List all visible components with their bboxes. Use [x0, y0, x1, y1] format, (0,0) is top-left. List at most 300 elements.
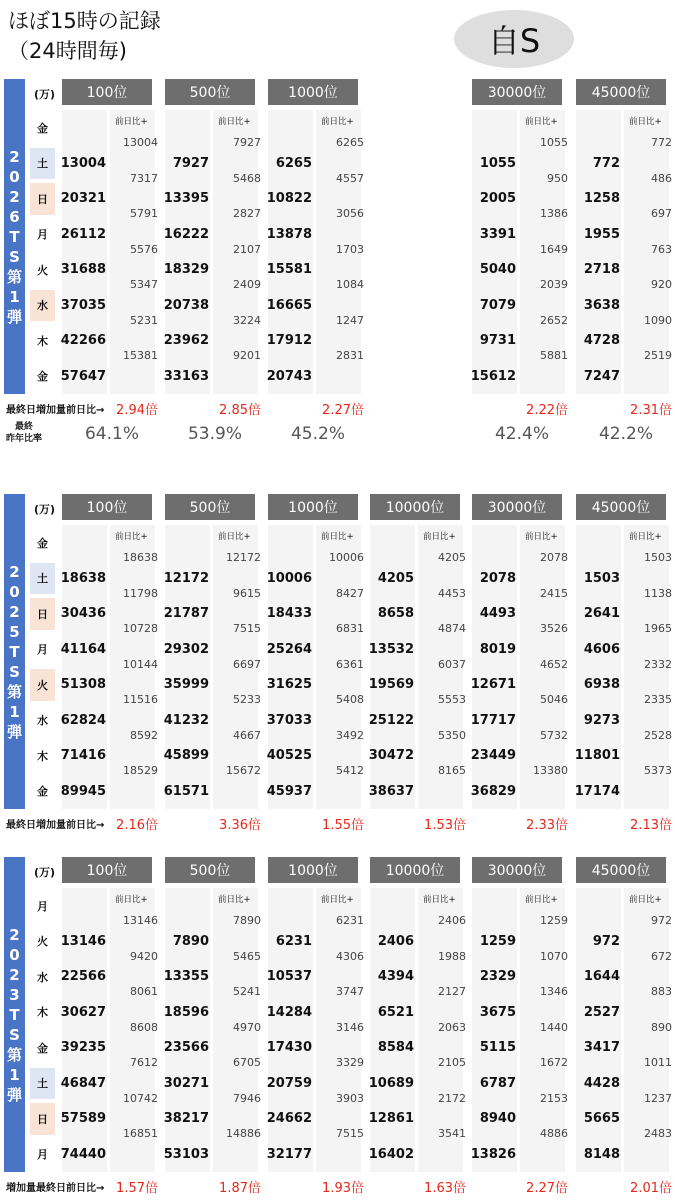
cell-diff: 2519	[644, 349, 672, 362]
diff-header: 前日比+	[321, 117, 354, 127]
cell-value: 13826	[470, 1146, 516, 1162]
cell-value: 1258	[583, 191, 620, 206]
cell-diff: 1237	[644, 1091, 672, 1105]
cell-value: 6521	[377, 1004, 414, 1020]
final-day-ratio: 2.27倍	[322, 403, 364, 418]
day-label: 火	[37, 263, 48, 277]
cell-value: 1259	[479, 933, 516, 949]
last-year-ratio: 42.4%	[494, 424, 549, 444]
cell-diff: 4886	[540, 1127, 568, 1140]
cell-diff: 8427	[336, 586, 364, 600]
cell-value: 3638	[583, 297, 620, 313]
cell-value: 2527	[583, 1004, 620, 1020]
cell-value: 57589	[60, 1111, 106, 1126]
cell-value: 24662	[266, 1111, 312, 1126]
last-year-ratio: 45.2%	[290, 424, 345, 444]
cell-diff: 13380	[533, 764, 568, 777]
cell-value: 13878	[266, 226, 312, 242]
cell-diff: 6037	[438, 657, 466, 671]
day-label: 日	[30, 598, 55, 630]
cell-value: 17912	[266, 333, 312, 348]
diff-header: 前日比+	[525, 532, 558, 542]
cell-diff: 2483	[644, 1127, 672, 1140]
cell-diff: 16851	[123, 1127, 158, 1140]
day-label: 土	[30, 1068, 55, 1100]
last-year-ratio: 53.9%	[187, 424, 242, 444]
cell-value: 23962	[163, 333, 209, 348]
cell-value: 18433	[266, 606, 312, 621]
cell-diff: 4652	[540, 657, 568, 671]
day-label: 木	[37, 1006, 48, 1020]
cell-value: 57647	[60, 368, 106, 384]
day-label: 日	[30, 1103, 55, 1135]
day-label: 土	[30, 148, 55, 180]
cell-value: 62824	[60, 712, 106, 728]
cell-value: 12671	[470, 677, 516, 692]
cell-diff: 10144	[123, 657, 158, 671]
cell-value: 2641	[583, 606, 620, 621]
cell-value: 8940	[479, 1111, 516, 1126]
cell-diff: 697	[651, 207, 672, 220]
day-label: 金	[37, 785, 48, 799]
cell-diff: 7927	[233, 136, 261, 149]
value-column	[370, 888, 415, 1172]
page-title	[8, 6, 161, 66]
value-column	[268, 110, 313, 394]
diff-header: 前日比+	[218, 117, 251, 127]
value-column	[268, 888, 313, 1172]
value-column	[165, 525, 210, 809]
last-year-ratio: 42.2%	[598, 424, 653, 444]
cell-value: 16222	[163, 226, 209, 242]
cell-diff: 13146	[123, 914, 158, 927]
cell-value: 18638	[60, 570, 106, 586]
cell-diff: 1070	[540, 949, 568, 963]
diff-header: 前日比+	[629, 532, 662, 542]
cell-value: 32177	[266, 1146, 312, 1162]
final-day-ratio: 2.13倍	[630, 818, 672, 833]
value-column	[472, 888, 517, 1172]
cell-diff: 1090	[644, 313, 672, 327]
value-column	[165, 888, 210, 1172]
cell-diff: 5576	[130, 242, 158, 256]
cell-diff: 486	[651, 171, 672, 185]
final-day-ratio: 1.57倍	[116, 1181, 158, 1196]
cell-diff: 1259	[540, 914, 568, 927]
cell-diff: 5347	[130, 278, 158, 291]
column-header: 100位	[62, 857, 152, 883]
day-label: 水	[30, 290, 55, 322]
day-label: 木	[37, 749, 48, 763]
cell-diff: 3329	[336, 1056, 364, 1069]
cell-value: 45937	[266, 783, 312, 799]
cell-value: 8019	[479, 641, 516, 657]
cell-value: 23566	[163, 1040, 209, 1055]
cell-value: 11801	[574, 748, 620, 763]
cell-diff: 1703	[336, 242, 364, 256]
cell-value: 2718	[583, 262, 620, 277]
cell-value: 10689	[368, 1075, 414, 1091]
cell-value: 38217	[163, 1111, 209, 1126]
column-header: 1000位	[268, 494, 358, 520]
cell-value: 1644	[583, 969, 620, 984]
cell-diff: 2827	[233, 207, 261, 220]
column-header: 1000位	[268, 79, 358, 105]
cell-diff: 3526	[540, 622, 568, 635]
cell-value: 4493	[479, 606, 516, 621]
cell-value: 3391	[479, 226, 516, 242]
cell-value: 9273	[583, 712, 620, 728]
cell-diff: 5791	[130, 207, 158, 220]
column-header: 30000位	[472, 79, 562, 105]
cell-value: 772	[592, 155, 620, 171]
cell-diff: 5231	[130, 313, 158, 327]
value-column	[62, 888, 107, 1172]
final-day-ratio: 2.85倍	[219, 403, 261, 418]
cell-value: 13146	[60, 933, 106, 949]
value-column	[62, 525, 107, 809]
cell-value: 15581	[266, 262, 312, 277]
cell-value: 6231	[275, 933, 312, 949]
table-side-label: 2 0 2 3 T S 第 1 弾	[4, 857, 25, 1172]
cell-diff: 2652	[540, 313, 568, 327]
cell-diff: 9201	[233, 349, 261, 362]
cell-diff: 3492	[336, 728, 364, 742]
last-year-row-label: 最終 昨年比率	[6, 422, 43, 444]
cell-value: 53103	[163, 1146, 209, 1162]
cell-value: 42266	[60, 333, 106, 348]
cell-diff: 5350	[438, 728, 466, 742]
cell-value: 6938	[583, 677, 620, 692]
last-year-ratio: 64.1%	[84, 424, 139, 444]
cell-diff: 10742	[123, 1091, 158, 1105]
cell-value: 13395	[163, 191, 209, 206]
diff-header: 前日比+	[115, 117, 148, 127]
cell-value: 4394	[377, 969, 414, 984]
diff-header: 前日比+	[629, 117, 662, 127]
cell-diff: 2172	[438, 1091, 466, 1105]
cell-value: 17174	[574, 783, 620, 799]
cell-diff: 4970	[233, 1020, 261, 1034]
cell-value: 35999	[163, 677, 209, 692]
cell-diff: 2105	[438, 1056, 466, 1069]
cell-diff: 3903	[336, 1091, 364, 1105]
cell-value: 21787	[163, 606, 209, 621]
diff-header: 前日比+	[423, 895, 456, 905]
cell-diff: 6361	[336, 657, 364, 671]
value-column	[576, 525, 621, 809]
cell-value: 5665	[583, 1111, 620, 1126]
final-day-ratio: 1.53倍	[424, 818, 466, 833]
cell-value: 18329	[163, 262, 209, 277]
cell-value: 39235	[60, 1040, 106, 1055]
cell-diff: 10728	[123, 622, 158, 635]
column-header: 1000位	[268, 857, 358, 883]
cell-diff: 2078	[540, 551, 568, 564]
cell-value: 3675	[479, 1004, 516, 1020]
cell-value: 2078	[479, 570, 516, 586]
cell-diff: 7515	[336, 1127, 364, 1140]
value-column	[472, 110, 517, 394]
cell-value: 7079	[479, 297, 516, 313]
cell-value: 30472	[368, 748, 414, 763]
cell-diff: 4874	[438, 622, 466, 635]
final-day-ratio: 1.93倍	[322, 1181, 364, 1196]
cell-value: 10006	[266, 570, 312, 586]
cell-value: 46847	[60, 1075, 106, 1091]
day-label: 土	[30, 563, 55, 595]
cell-value: 38637	[368, 783, 414, 799]
cell-diff: 5881	[540, 349, 568, 362]
cell-value: 4205	[377, 570, 414, 586]
cell-value: 20321	[60, 191, 106, 206]
diff-header: 前日比+	[525, 117, 558, 127]
category-badge: 自S	[454, 10, 574, 68]
cell-value: 33163	[163, 368, 209, 384]
cell-diff: 3056	[336, 207, 364, 220]
cell-diff: 2107	[233, 242, 261, 256]
cell-diff: 6697	[233, 657, 261, 671]
column-header: 30000位	[472, 494, 562, 520]
cell-value: 20738	[163, 297, 209, 313]
column-header: 100位	[62, 79, 152, 105]
diff-header: 前日比+	[423, 532, 456, 542]
cell-diff: 4306	[336, 949, 364, 963]
cell-diff: 9420	[130, 949, 158, 963]
cell-value: 22566	[60, 969, 106, 984]
day-label: 月	[37, 899, 48, 913]
cell-value: 31625	[266, 677, 312, 692]
day-label: 火	[37, 935, 48, 949]
cell-diff: 15381	[123, 349, 158, 362]
cell-value: 31688	[60, 262, 106, 277]
cell-value: 13355	[163, 969, 209, 984]
cell-value: 4606	[583, 641, 620, 657]
cell-diff: 5553	[438, 693, 466, 706]
cell-value: 71416	[60, 748, 106, 763]
diff-header: 前日比+	[115, 532, 148, 542]
cell-diff: 7515	[233, 622, 261, 635]
cell-diff: 2153	[540, 1091, 568, 1105]
value-column	[165, 110, 210, 394]
diff-header: 前日比+	[115, 895, 148, 905]
cell-value: 8584	[377, 1040, 414, 1055]
cell-diff: 1672	[540, 1056, 568, 1069]
cell-diff: 6705	[233, 1056, 261, 1069]
cell-diff: 7946	[233, 1091, 261, 1105]
cell-value: 37033	[266, 712, 312, 728]
day-label: 金	[37, 370, 48, 384]
cell-diff: 883	[651, 985, 672, 998]
cell-diff: 6231	[336, 914, 364, 927]
day-label: 月	[37, 643, 48, 657]
cell-value: 13004	[60, 155, 106, 171]
cell-diff: 9615	[233, 586, 261, 600]
cell-diff: 1055	[540, 136, 568, 149]
value-column	[576, 888, 621, 1172]
cell-value: 61571	[163, 783, 209, 799]
cell-value: 4728	[583, 333, 620, 348]
cell-diff: 1965	[644, 622, 672, 635]
cell-value: 16402	[368, 1146, 414, 1162]
cell-diff: 5241	[233, 985, 261, 998]
cell-diff: 772	[651, 136, 672, 149]
cell-diff: 3747	[336, 985, 364, 998]
cell-diff: 5468	[233, 171, 261, 185]
cell-diff: 672	[651, 949, 672, 963]
cell-value: 16665	[266, 297, 312, 313]
cell-value: 6265	[275, 155, 312, 171]
cell-value: 1503	[583, 570, 620, 586]
cell-diff: 7317	[130, 171, 158, 185]
cell-value: 4428	[583, 1075, 620, 1091]
cell-value: 19569	[368, 677, 414, 692]
cell-value: 8658	[377, 606, 414, 621]
final-day-ratio: 2.22倍	[526, 403, 568, 418]
cell-diff: 14886	[226, 1127, 261, 1140]
cell-value: 30271	[163, 1075, 209, 1091]
cell-diff: 5408	[336, 693, 364, 706]
cell-diff: 2409	[233, 278, 261, 291]
final-day-ratio: 2.33倍	[526, 818, 568, 833]
cell-diff: 5412	[336, 764, 364, 777]
cell-value: 3417	[583, 1040, 620, 1055]
cell-diff: 2406	[438, 914, 466, 927]
day-label: 水	[37, 714, 48, 728]
cell-diff: 1011	[644, 1056, 672, 1069]
cell-value: 14284	[266, 1004, 312, 1020]
diff-header: 前日比+	[218, 895, 251, 905]
cell-value: 10537	[266, 969, 312, 984]
cell-diff: 950	[547, 171, 568, 185]
diff-header: 前日比+	[218, 532, 251, 542]
value-column	[268, 525, 313, 809]
cell-value: 17430	[266, 1040, 312, 1055]
ratio-row-label: 最終日増加量前日比→	[6, 820, 105, 831]
final-day-ratio: 1.63倍	[424, 1181, 466, 1196]
cell-diff: 1649	[540, 242, 568, 256]
cell-diff: 7612	[130, 1056, 158, 1069]
cell-value: 25122	[368, 712, 414, 728]
cell-value: 7927	[172, 155, 209, 171]
cell-value: 12861	[368, 1111, 414, 1126]
cell-value: 30627	[60, 1004, 106, 1020]
final-day-ratio: 2.01倍	[630, 1181, 672, 1196]
cell-diff: 15672	[226, 764, 261, 777]
cell-diff: 1346	[540, 985, 568, 998]
day-label: 木	[37, 334, 48, 348]
diff-header: 前日比+	[525, 895, 558, 905]
cell-diff: 13004	[123, 136, 158, 149]
cell-diff: 5373	[644, 764, 672, 777]
cell-value: 89945	[60, 783, 106, 799]
value-column	[472, 525, 517, 809]
cell-diff: 18529	[123, 764, 158, 777]
cell-diff: 10006	[329, 551, 364, 564]
final-day-ratio: 2.27倍	[526, 1181, 568, 1196]
cell-value: 5040	[479, 262, 516, 277]
cell-value: 29302	[163, 641, 209, 657]
day-label: 金	[37, 536, 48, 550]
cell-diff: 1988	[438, 949, 466, 963]
day-label: 月	[37, 228, 48, 242]
cell-value: 15612	[470, 368, 516, 384]
cell-value: 13532	[368, 641, 414, 657]
cell-value: 7890	[172, 933, 209, 949]
cell-diff: 1440	[540, 1020, 568, 1034]
cell-value: 30436	[60, 606, 106, 621]
cell-diff: 12172	[226, 551, 261, 564]
cell-diff: 8165	[438, 764, 466, 777]
diff-header: 前日比+	[629, 895, 662, 905]
value-column	[576, 110, 621, 394]
cell-diff: 2335	[644, 693, 672, 706]
cell-diff: 5046	[540, 693, 568, 706]
unit-label: (万)	[34, 88, 56, 101]
cell-value: 2005	[479, 191, 516, 206]
value-column	[62, 110, 107, 394]
cell-diff: 4453	[438, 586, 466, 600]
cell-diff: 763	[651, 242, 672, 256]
day-label: 金	[37, 121, 48, 135]
final-day-ratio: 2.16倍	[116, 818, 158, 833]
cell-value: 12172	[163, 570, 209, 586]
cell-diff: 3541	[438, 1127, 466, 1140]
cell-diff: 6265	[336, 136, 364, 149]
cell-diff: 1386	[540, 207, 568, 220]
cell-diff: 1084	[336, 278, 364, 291]
cell-value: 25264	[266, 641, 312, 657]
cell-value: 51308	[60, 677, 106, 692]
column-header: 10000位	[370, 857, 460, 883]
cell-value: 10822	[266, 191, 312, 206]
cell-value: 26112	[60, 226, 106, 242]
cell-diff: 3224	[233, 313, 261, 327]
table-side-label: 2 0 2 6 T S 第 1 弾	[4, 79, 25, 394]
cell-diff: 3146	[336, 1020, 364, 1034]
cell-diff: 1138	[644, 586, 672, 600]
final-day-ratio: 2.31倍	[630, 403, 672, 418]
cell-diff: 2831	[336, 349, 364, 362]
cell-diff: 11798	[123, 586, 158, 600]
column-header: 45000位	[576, 494, 666, 520]
cell-diff: 2039	[540, 278, 568, 291]
ratio-row-label: 最終日増加量前日比→	[6, 405, 105, 416]
cell-diff: 2528	[644, 728, 672, 742]
cell-value: 1055	[479, 155, 516, 171]
cell-value: 41232	[163, 712, 209, 728]
cell-value: 36829	[470, 783, 516, 799]
cell-value: 7247	[583, 368, 620, 384]
cell-diff: 5465	[233, 949, 261, 963]
diff-header: 前日比+	[321, 532, 354, 542]
cell-value: 20759	[266, 1075, 312, 1091]
cell-diff: 1503	[644, 551, 672, 564]
cell-value: 40525	[266, 748, 312, 763]
cell-diff: 4205	[438, 551, 466, 564]
cell-value: 37035	[60, 297, 106, 313]
column-header: 500位	[165, 857, 255, 883]
cell-diff: 2332	[644, 657, 672, 671]
cell-diff: 11516	[123, 693, 158, 706]
table-side-label: 2 0 2 5 T S 第 1 弾	[4, 494, 25, 809]
cell-diff: 972	[651, 914, 672, 927]
cell-diff: 7890	[233, 914, 261, 927]
cell-diff: 1247	[336, 313, 364, 327]
cell-diff: 4667	[233, 728, 261, 742]
cell-diff: 5233	[233, 693, 261, 706]
cell-value: 972	[592, 933, 620, 949]
